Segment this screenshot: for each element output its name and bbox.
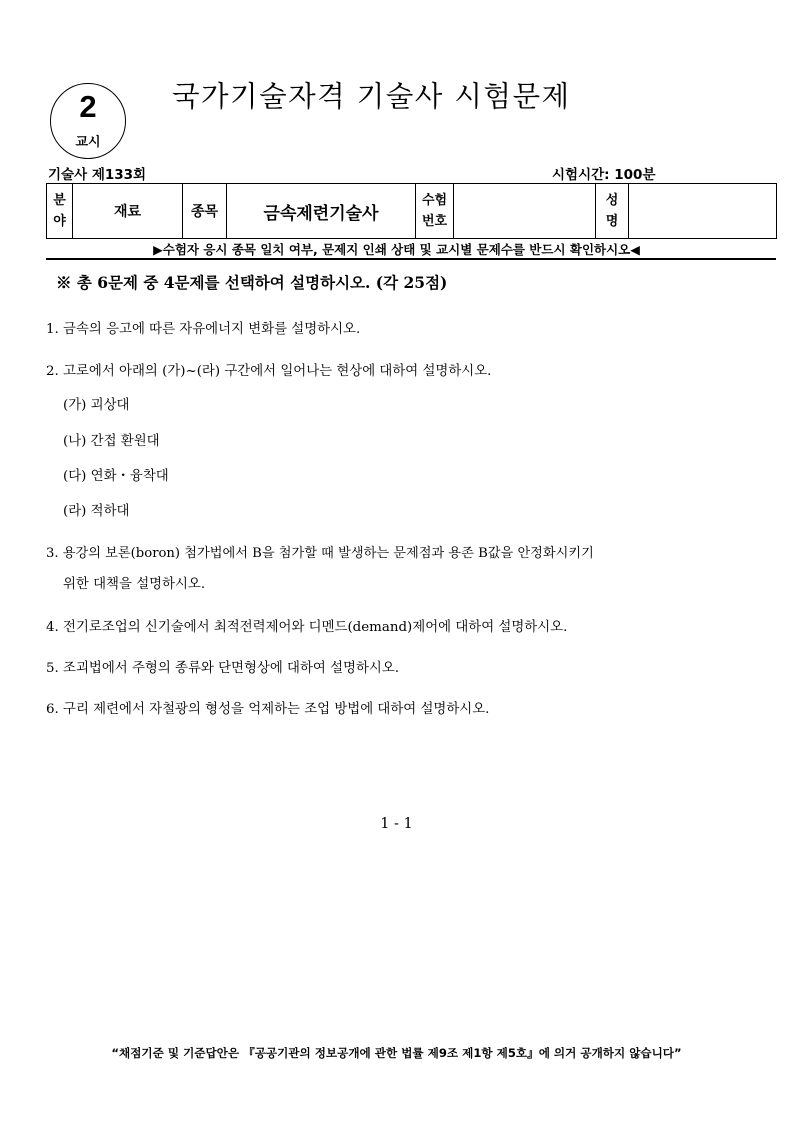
name-label: 성 명	[596, 184, 629, 239]
session-badge	[50, 83, 126, 159]
question-4: 4. 전기로조업의 신기술에서 최적전력제어와 디멘드(demand)제어에 대하여 설명하시오.	[46, 620, 568, 635]
field-value: 재료	[73, 184, 183, 239]
question-2-item: (다) 연화・융착대	[63, 469, 169, 484]
category-label: 종목	[183, 184, 227, 239]
question-2-item: (라) 적하대	[63, 504, 130, 519]
category-value: 금속제련기술사	[227, 184, 416, 239]
session-number: 2	[79, 89, 97, 124]
question-1: 1. 금속의 응고에 따른 자유에너지 변화를 설명하시오.	[46, 322, 361, 337]
divider	[46, 258, 776, 260]
page-title: 국가기술자격 기술사 시험문제	[172, 80, 571, 113]
exam-round: 기술사 제133회	[48, 167, 147, 183]
exam-time: 시험시간: 100분	[552, 167, 656, 183]
session-label: 교시	[75, 135, 101, 150]
exam-id-label: 수험 번호	[416, 184, 454, 239]
name-field[interactable]	[629, 184, 777, 239]
field-label: 분 야	[47, 184, 73, 239]
question-3: 3. 용강의 보론(boron) 첨가법에서 B을 첨가할 때 발생하는 문제점과 용존 B값을 안정화시키기	[46, 546, 594, 561]
exam-id-field[interactable]	[454, 184, 596, 239]
question-2-item: (나) 간접 환원대	[63, 434, 160, 449]
question-2: 2. 고로에서 아래의 (가)~(라) 구간에서 일어나는 현상에 대하여 설명하시오.	[46, 364, 492, 379]
question-2-item: (가) 괴상대	[63, 398, 130, 413]
question-5: 5. 조괴법에서 주형의 종류와 단면형상에 대하여 설명하시오.	[46, 661, 400, 676]
question-6: 6. 구리 제련에서 자철광의 형성을 억제하는 조업 방법에 대하여 설명하시오.	[46, 702, 490, 717]
question-3-cont: 위한 대책을 설명하시오.	[63, 577, 206, 592]
footer-disclaimer: “채점기준 및 기준답안은 『공공기관의 정보공개에 관한 법률 제9조 제1항 제5호』에 의거 공개하지 않습니다”	[111, 1046, 682, 1060]
page-number: 1 - 1	[380, 816, 413, 832]
instruction: ※ 총 6문제 중 4문제를 선택하여 설명하시오. (각 25점)	[56, 273, 448, 292]
check-notice: ▶수험자 응시 종목 일치 여부, 문제지 인쇄 상태 및 교시별 문제수를 반드시 확인하시오◀	[153, 242, 640, 257]
candidate-info-table	[46, 183, 777, 239]
